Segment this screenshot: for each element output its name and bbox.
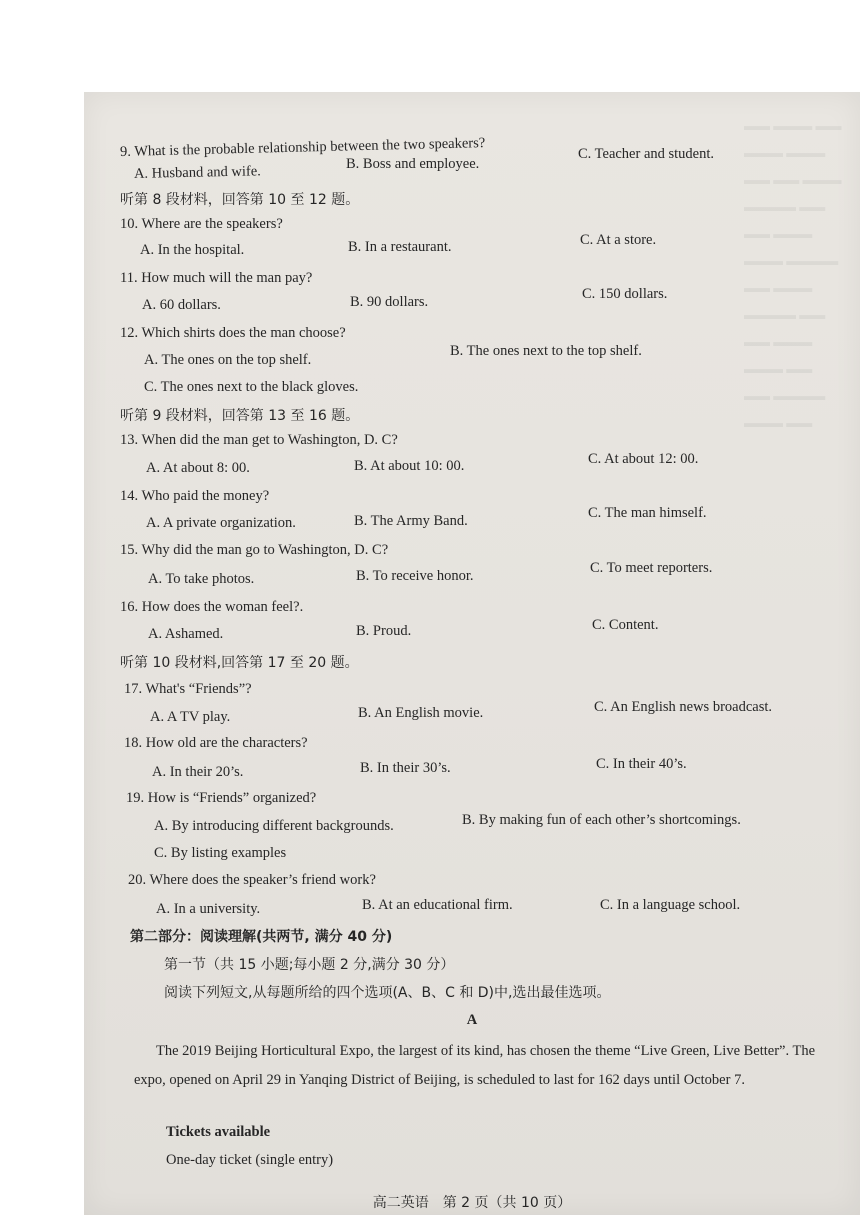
option-16b: B. Proud. xyxy=(356,623,412,639)
question-14: 14. Who paid the money? xyxy=(120,488,270,504)
option-14a: A. A private organization. xyxy=(146,515,296,531)
tickets-heading: Tickets available xyxy=(166,1124,271,1140)
option-9a: A. Husband and wife. xyxy=(133,163,261,182)
option-12a: A. The ones on the top shelf. xyxy=(144,352,312,368)
option-13b: B. At about 10: 00. xyxy=(354,458,465,474)
question-15: 15. Why did the man go to Washington, D. C? xyxy=(120,542,389,558)
section-10-instruction: 听第 10 段材料,回答第 17 至 20 题。 xyxy=(120,655,359,671)
question-18: 18. How old are the characters? xyxy=(124,735,308,751)
option-18a: A. In their 20’s. xyxy=(152,764,244,780)
section-8-instruction: 听第 8 段材料，回答第 10 至 12 题。 xyxy=(120,192,360,208)
option-14b: B. The Army Band. xyxy=(354,513,468,529)
option-16c: C. Content. xyxy=(592,617,659,633)
question-17: 17. What's “Friends”? xyxy=(124,681,252,697)
option-18b: B. In their 30’s. xyxy=(360,760,451,776)
option-13c: C. At about 12: 00. xyxy=(588,451,699,467)
option-20b: B. At an educational firm. xyxy=(362,897,513,913)
option-13a: A. At about 8: 00. xyxy=(146,460,250,476)
option-12c: C. The ones next to the black gloves. xyxy=(144,379,359,395)
passage-label: A xyxy=(466,1012,478,1028)
option-17c: C. An English news broadcast. xyxy=(594,699,773,715)
question-16: 16. How does the woman feel?. xyxy=(120,599,304,615)
question-19: 19. How is “Friends” organized? xyxy=(126,790,317,806)
bleed-through-text: ▬▬ ▬▬▬ ▬▬ ▬▬▬ ▬▬▬ ▬▬ ▬▬ ▬▬▬ ▬▬▬▬ ▬▬ ▬▬ ▬▬▬ ▬▬▬ ▬▬▬▬ ▬▬ ▬▬▬ ▬▬▬▬ ▬▬ ▬▬ ▬▬▬ ▬▬▬ ▬▬ ▬▬ ▬▬▬▬ ▬▬▬ ▬▬ xyxy=(744,118,842,430)
option-14c: C. The man himself. xyxy=(588,505,707,521)
option-12b: B. The ones next to the top shelf. xyxy=(450,343,642,359)
option-10c: C. At a store. xyxy=(580,232,657,248)
option-19b: B. By making fun of each other’s shortcomings. xyxy=(462,812,741,828)
option-10b: B. In a restaurant. xyxy=(348,239,452,255)
question-11: 11. How much will the man pay? xyxy=(120,270,313,286)
question-9: 9. What is the probable relationship between the two speakers? xyxy=(119,135,486,160)
option-19c: C. By listing examples xyxy=(154,845,287,861)
option-17b: B. An English movie. xyxy=(358,705,484,721)
option-20c: C. In a language school. xyxy=(600,897,741,913)
option-15c: C. To meet reporters. xyxy=(590,560,713,576)
passage-paragraph: The 2019 Beijing Horticultural Expo, the largest of its kind, has chosen the theme “Live Green, Live Better”. The expo, opened on April 29 in Yanqing District of Beijing, is scheduled to last for 162 days until October 7. xyxy=(134,1043,816,1088)
option-11c: C. 150 dollars. xyxy=(582,286,668,302)
option-18c: C. In their 40’s. xyxy=(596,756,687,772)
question-10: 10. Where are the speakers? xyxy=(120,216,283,232)
option-19a: A. By introducing different backgrounds. xyxy=(154,818,394,834)
exam-page xyxy=(84,92,860,1215)
page-footer: 高二英语 第 2 页（共 10 页） xyxy=(372,1195,572,1211)
option-11a: A. 60 dollars. xyxy=(142,297,221,313)
option-9b: B. Boss and employee. xyxy=(346,156,480,172)
option-9c: C. Teacher and student. xyxy=(578,146,715,162)
ticket-type-1: One-day ticket (single entry) xyxy=(166,1152,334,1168)
section-1-heading: 第一节（共 15 小题;每小题 2 分,满分 30 分） xyxy=(164,957,455,973)
option-15a: A. To take photos. xyxy=(148,571,255,587)
question-13: 13. When did the man get to Washington, D. C? xyxy=(120,432,398,448)
option-16a: A. Ashamed. xyxy=(148,626,224,642)
option-10a: A. In the hospital. xyxy=(140,242,245,258)
question-12: 12. Which shirts does the man choose? xyxy=(120,325,346,341)
option-11b: B. 90 dollars. xyxy=(350,294,429,310)
option-17a: A. A TV play. xyxy=(150,709,231,725)
part-2-heading: 第二部分：阅读理解(共两节, 满分 40 分) xyxy=(130,929,393,945)
option-20a: A. In a university. xyxy=(156,901,261,917)
section-9-instruction: 听第 9 段材料，回答第 13 至 16 题。 xyxy=(120,408,360,424)
reading-instruction: 阅读下列短文,从每题所给的四个选项(A、B、C 和 D)中,选出最佳选项。 xyxy=(164,985,611,1001)
option-15b: B. To receive honor. xyxy=(356,568,474,584)
question-20: 20. Where does the speaker’s friend work? xyxy=(128,872,376,888)
